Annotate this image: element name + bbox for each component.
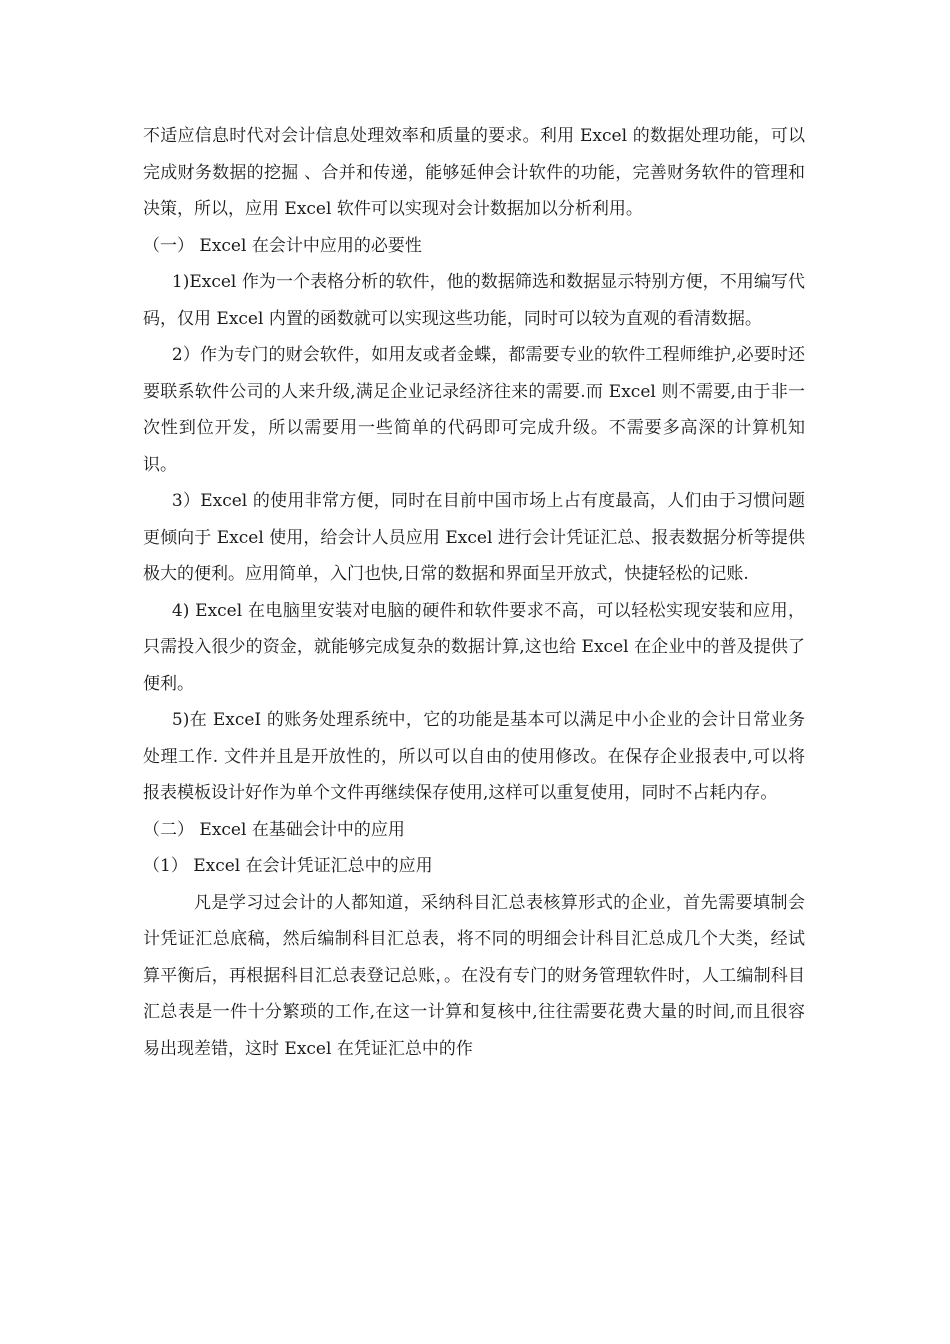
section-heading-basic-accounting: （二） Excel 在基础会计中的应用 xyxy=(143,819,405,840)
paragraph-point-2: 2）作为专门的财会软件，如用友或者金蝶，都需要专业的软件工程师维护,必要时还要联系软件公司的人来升级,满足企业记录经济往来的需要.而 Excel 则不需要,由于非一次性到位开发，所以需要用一些简单的代码即可完成升级。不需要多高深的计算机知识。 xyxy=(143,345,805,475)
paragraph-point-1: 1)Excel 作为一个表格分析的软件，他的数据筛选和数据显示特别方便，不用编写代码，仅用 Excel 内置的函数就可以实现这些功能，同时可以较为直观的看清数据。 xyxy=(143,272,805,329)
paragraph-voucher-summary: 凡是学习过会计的人都知道，采纳科目汇总表核算形式的企业，首先需要填制会计凭证汇总底稿，然后编制科目汇总表，将不同的明细会计科目汇总成几个大类，经试算平衡后，再根据科目汇总表登记总账，。在没有专门的财务管理软件时，人工编制科目汇总表是一件十分繁琐的工作,在这一计算和复核中,往往需要花费大量的时间,而且很容易出现差错，这时 Excel 在凭证汇总中的作 xyxy=(143,892,805,1059)
subsection-heading-voucher-summary: （1） Excel 在会计凭证汇总中的应用 xyxy=(143,856,433,876)
paragraph-point-5: 5)在 ExceI 的账务处理系统中，它的功能是基本可以满足中小企业的会计日常业务处理工作. 文件并且是开放性的，所以可以自由的使用修改。在保存企业报表中,可以将报表模板设计好作为单个文件再继续保存使用,这样可以重复使用，同时不占耗内存。 xyxy=(143,710,805,803)
paragraph-point-4: 4) Excel 在电脑里安装对电脑的硬件和软件要求不高，可以轻松实现安装和应用，只需投入很少的资金，就能够完成复杂的数据计算,这也给 Excel 在企业中的普及提供了便利。 xyxy=(143,600,805,694)
document-body xyxy=(143,118,805,1067)
section-heading-necessity: （一） Excel 在会计中应用的必要性 xyxy=(143,235,422,256)
paragraph-intro: 不适应信息时代对会计信息处理效率和质量的要求。利用 Excel 的数据处理功能，可以完成财务数据的挖掘 、合并和传递，能够延伸会计软件的功能，完善财务软件的管理和决策，所以，应用 Excel 软件可以实现对会计数据加以分析利用。 xyxy=(143,126,805,219)
paragraph-point-3: 3）Excel 的使用非常方便，同时在目前中国市场上占有度最高，人们由于习惯问题更倾向于 Excel 使用，给会计人员应用 Excel 进行会计凭证汇总、报表数据分析等提供极大的便利。应用简单，入门也快,日常的数据和界面呈开放式，快捷轻松的记账. xyxy=(143,491,805,584)
